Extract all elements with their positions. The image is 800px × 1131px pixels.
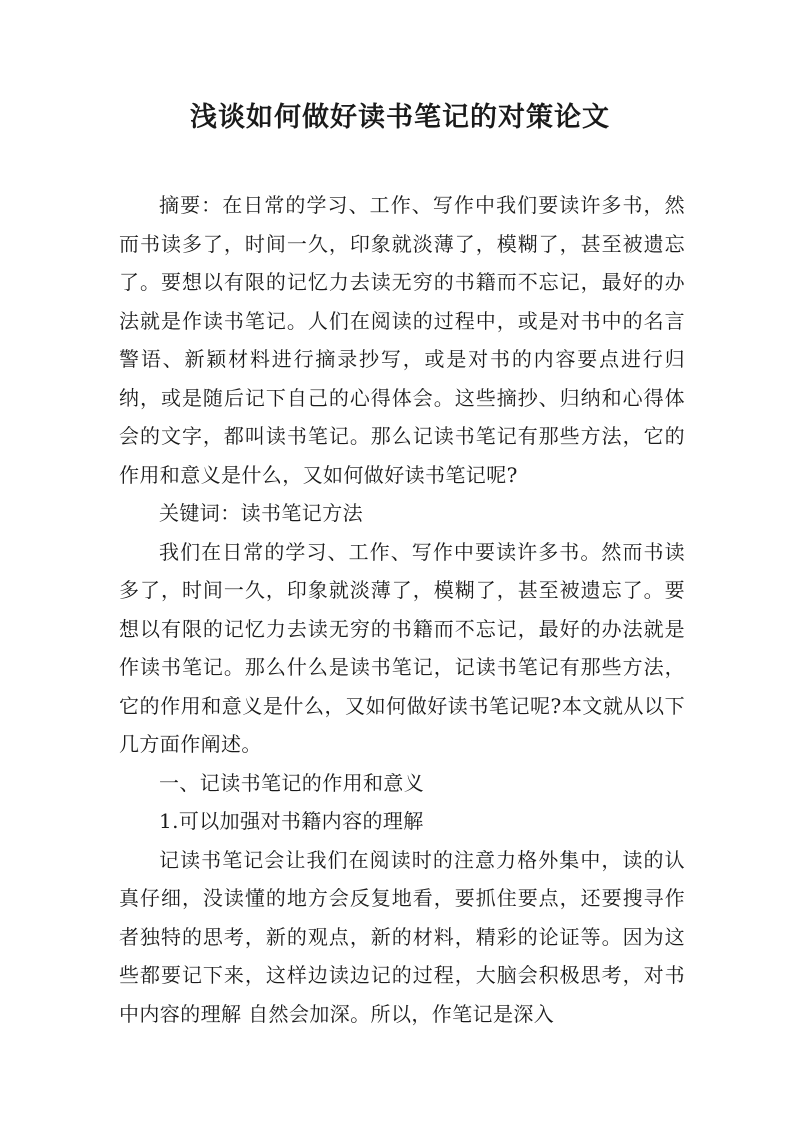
body-paragraph: 记读书笔记会让我们在阅读时的注意力格外集中，读的认真仔细，没读懂的地方会反复地看，要抓住要点，还要搜寻作者独特的思考，新的观点，新的材料，精彩的论证等。因为这些都要记下来，这样边读边记的过程，大脑会积极思考，对书中内容的理解 自然会加深。所以，作笔记是深入: [119, 847, 685, 1026]
abstract-paragraph: 摘要：在日常的学习、工作、写作中我们要读许多书，然而书读多了，时间一久，印象就淡薄了，模糊了，甚至被遗忘了。要想以有限的记忆力去读无穷的书籍而不忘记，最好的办法就是作读书笔记。人们在阅读的过程中，或是对书中的名言警语、新颖材料进行摘录抄写，或是对书的内容要点进行归纳，或是随后记下自己的心得体会。这些摘抄、归纳和心得体会的文字，都叫读书笔记。那么记读书笔记有那些方法，它的作用和意义是什么，又如何做好读书笔记呢?: [119, 193, 685, 487]
keywords-paragraph: 关键词：读书笔记方法: [159, 501, 363, 525]
document-title: 浅谈如何做好读书笔记的对策论文: [190, 102, 610, 133]
section-heading: 一、记读书笔记的作用和意义: [159, 770, 425, 795]
intro-paragraph: 我们在日常的学习、工作、写作中要读许多书。然而书读多了，时间一久，印象就淡薄了，模糊了，甚至被遗忘了。要想以有限的记忆力去读无穷的书籍而不忘记，最好的办法就是作读书笔记。那么什么是读书笔记，记读书笔记有那些方法，它的作用和意义是什么，又如何做好读书笔记呢?本文就从以下几方面作阐述。: [119, 539, 685, 756]
document-body: [119, 186, 685, 1033]
subsection-heading: 1.可以加强对书籍内容的理解: [159, 809, 424, 833]
